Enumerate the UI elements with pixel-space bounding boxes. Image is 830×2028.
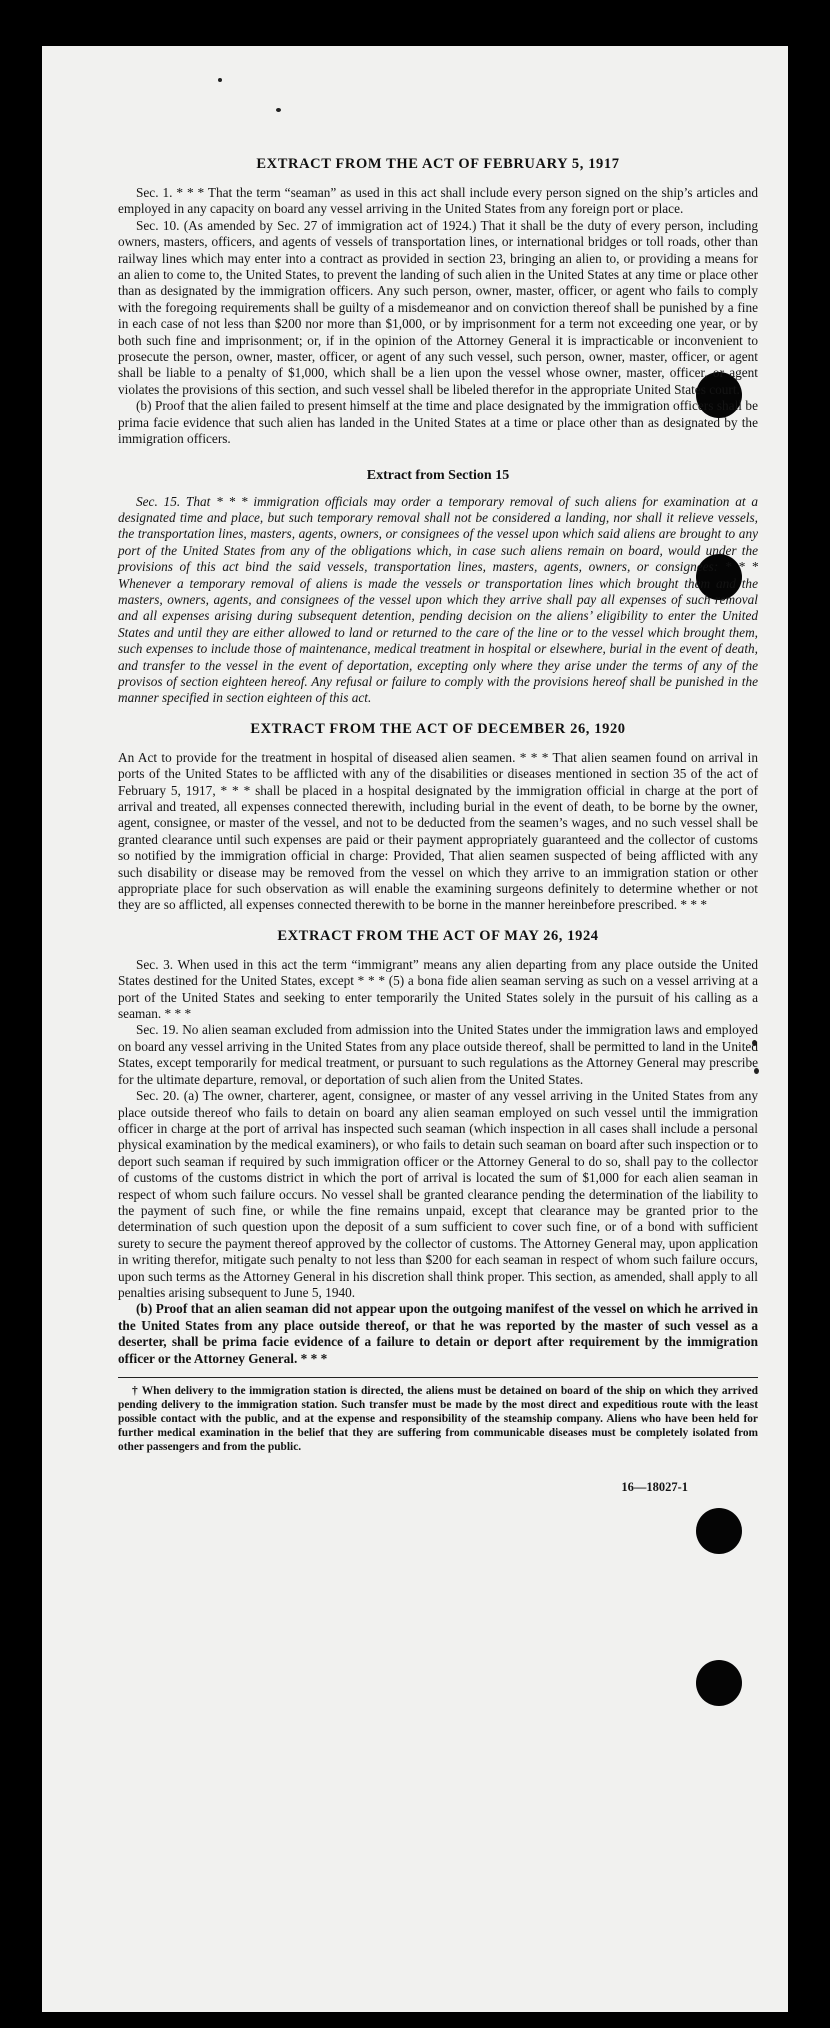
punch-hole: [696, 1508, 742, 1554]
heading-section-15: Extract from Section 15: [366, 467, 510, 483]
form-code: 16—18027-1: [621, 1480, 688, 1494]
heading-act-1917: EXTRACT FROM THE ACT OF FEBRUARY 5, 1917: [256, 156, 620, 172]
heading-act-1924: EXTRACT FROM THE ACT OF MAY 26, 1924: [277, 927, 599, 944]
paragraph-sec-20-a: Sec. 20. (a) The owner, charterer, agent, consignee, or master of any vessel arriving in the United States from any place outside thereof who fails to detain on board any alien seaman employed on such vessel until the immigration officer in charge at the port of arrival has inspected such seaman (which inspection in all cases shall include a personal physical examination by the medical examiners), or who fails to detain such seaman on board after such inspection or to deport such seaman if required by such immigration officer or the Attorney General to do so, shall pay to the collector of customs of the customs district in which the port of arrival is located the sum of $1,000 for each alien seaman in respect of whom such failure occurs. No vessel shall be granted clearance pending the determination of the liability to the payment of such fine, or while the fine remains unpaid, except that clearance may be granted prior to the determination of such question upon the deposit of a sum sufficient to cover such fine, or of a bond with sufficient surety to secure the payment thereof approved by the collector of customs. The Attorney General may, upon application in writing therefor, mitigate such penalty to not less than $200 for each seaman in respect of whom such failure occurs, upon such terms as the Attorney General in his discretion shall think proper. This section, as amended, shall apply to all penalties arising subsequent to June 5, 1940.: [118, 1088, 758, 1300]
footnote-divider: [118, 1377, 758, 1378]
document-page: [42, 46, 788, 2012]
paragraph-sec-10: Sec. 10. (As amended by Sec. 27 of immigration act of 1924.) That it shall be the duty of every person, including owners, masters, officers, and agents of vessels of transportation lines, or international bridges or toll roads, other than railway lines which may enter into a contract as provided in section 23, bringing an alien to, or providing a means for an alien to come to, the United States, to prevent the landing of such alien in the United States at any time or place other than as designated by the immigration officers. Any such person, owner, master, officer, or agent who fails to comply with the foregoing requirements shall be guilty of a misdemeanor and on conviction thereof shall be punished by a fine in each case of not less than $200 nor more than $1,000, or by imprisonment for a term not exceeding one year, or by both such fine and imprisonment; or, if in the opinion of the Attorney General it is impracticable or inconvenient to prosecute the person, owner, master, officer, or agent of any such vessel, such person, owner, master, officer, or agent shall be liable to a penalty of $1,000, which shall be a lien upon the vessel whose owner, master, officer, or agent violates the provisions of this section, and such vessel shall be libeled therefor in the appropriate United States court.: [118, 217, 758, 397]
heading-act-1920: EXTRACT FROM THE ACT OF DECEMBER 26, 1920: [250, 720, 626, 737]
paragraph-sec-1: Sec. 1. * * * That the term “seaman” as used in this act shall include every person signed on the ship’s articles and employed in any capacity on board any vessel arriving in the United States from any foreign port or place.: [118, 185, 758, 217]
footnote: † When delivery to the immigration station is directed, the aliens must be detained on board of the ship on which they arrived pending delivery to the immigration station. Such transfer must be made by the most direct and expeditious route with the least possible contact with the public, and at the expense and responsibility of the steamship company. Aliens who have been held for further medical examination in the belief that they are suffering from communicable diseases must be completely isolated from other passengers and from the public.: [118, 1385, 758, 1453]
paragraph-sec-20-b: (b) Proof that an alien seaman did not appear upon the outgoing manifest of the vessel on which he arrived in the United States from any place outside thereof, or that he was reported by the master of such vessel as a deserter, shall be prima facie evidence of a failure to detain or deport after requirement by the immigration officer or the Attorney General. * * *: [118, 1301, 758, 1366]
paragraph-sec-10-b: (b) Proof that the alien failed to present himself at the time and place designated by the immigration officers shall be prima facie evidence that such alien has landed in the United States at a time or place other than as designated by the immigration officers.: [118, 398, 758, 447]
paragraph-sec-19: Sec. 19. No alien seaman excluded from admission into the United States under the immigration laws and employed on board any vessel arriving in the United States from any place outside thereof, shall be permitted to land in the United States, except temporarily for medical treatment, or pursuant to such regulations as the Attorney General may prescribe for the ultimate departure, removal, or deportation of such alien from the United States.: [118, 1022, 758, 1087]
paper-speck: [276, 108, 281, 112]
paragraph-act-1920: An Act to provide for the treatment in hospital of diseased alien seamen. * * * That alien seamen found on arrival in ports of the United States to be afflicted with any of the disabilities or diseases mentioned in section 35 of the act of February 5, 1917, * * * shall be placed in a hospital designated by the immigration official in charge at the port of arrival and treated, all expenses connected therewith, including burial in the event of death, to be borne by the owner, agent, consignee, or master of the vessel, and not to be deducted from the seamen’s wages, and no such vessel shall be granted clearance until such expenses are paid or their payment appropriately guaranteed and the collector of customs so notified by the immigration official in charge: Provided, That alien seamen suspected of being afflicted with any such disability or disease may be removed from the vessel on which they arrive to an immigration station or other appropriate place for such observation as will enable the examining surgeons definitely to determine whether or not they are so afflicted, all expenses connected therewith to be borne in the manner hereinbefore prescribed. * * *: [118, 749, 758, 913]
paper-speck: [218, 78, 222, 82]
paragraph-sec-3: Sec. 3. When used in this act the term “immigrant” means any alien departing from any place outside the United States destined for the United States, except * * * (5) a bona fide alien seaman serving as such on a vessel arriving at a port of the United States and seeking to enter temporarily the United States solely in the pursuit of his calling as a seaman. * * *: [118, 956, 758, 1022]
paragraph-sec-15: Sec. 15. That * * * immigration officials may order a temporary removal of such aliens for examination at a designated time and place, but such temporary removal shall not be considered a landing, nor shall it relieve vessels, the transportation lines, masters, agents, owners, or consignees of the vessel upon which said aliens are brought to any port of the United States from any of the obligations which, in case such aliens remain on board, would under the provisions of this act bind the said vessels, transportation lines, masters, agents, owners, or consignees: * * * Whenever a temporary removal of aliens is made the vessels or transportation lines which brought them and the masters, owners, agents, and consignees of the vessel upon which they arrive shall pay all expenses of such removal and all expenses arising during subsequent detention, pending decision on the aliens’ eligibility to enter the United States and until they are either allowed to land or returned to the care of the line or to the vessel which brought them, such expenses to include those of maintenance, medical treatment in hospital or elsewhere, burial in the event of death, and transfer to the vessel in the event of deportation, excepting only where they arise under the terms of any of the provisos of section eighteen hereof. Any refusal or failure to comply with the provisions hereof shall be punished in the manner specified in section eighteen of this act.: [118, 493, 758, 706]
document-body: [118, 156, 758, 1495]
punch-hole: [696, 1660, 742, 1706]
